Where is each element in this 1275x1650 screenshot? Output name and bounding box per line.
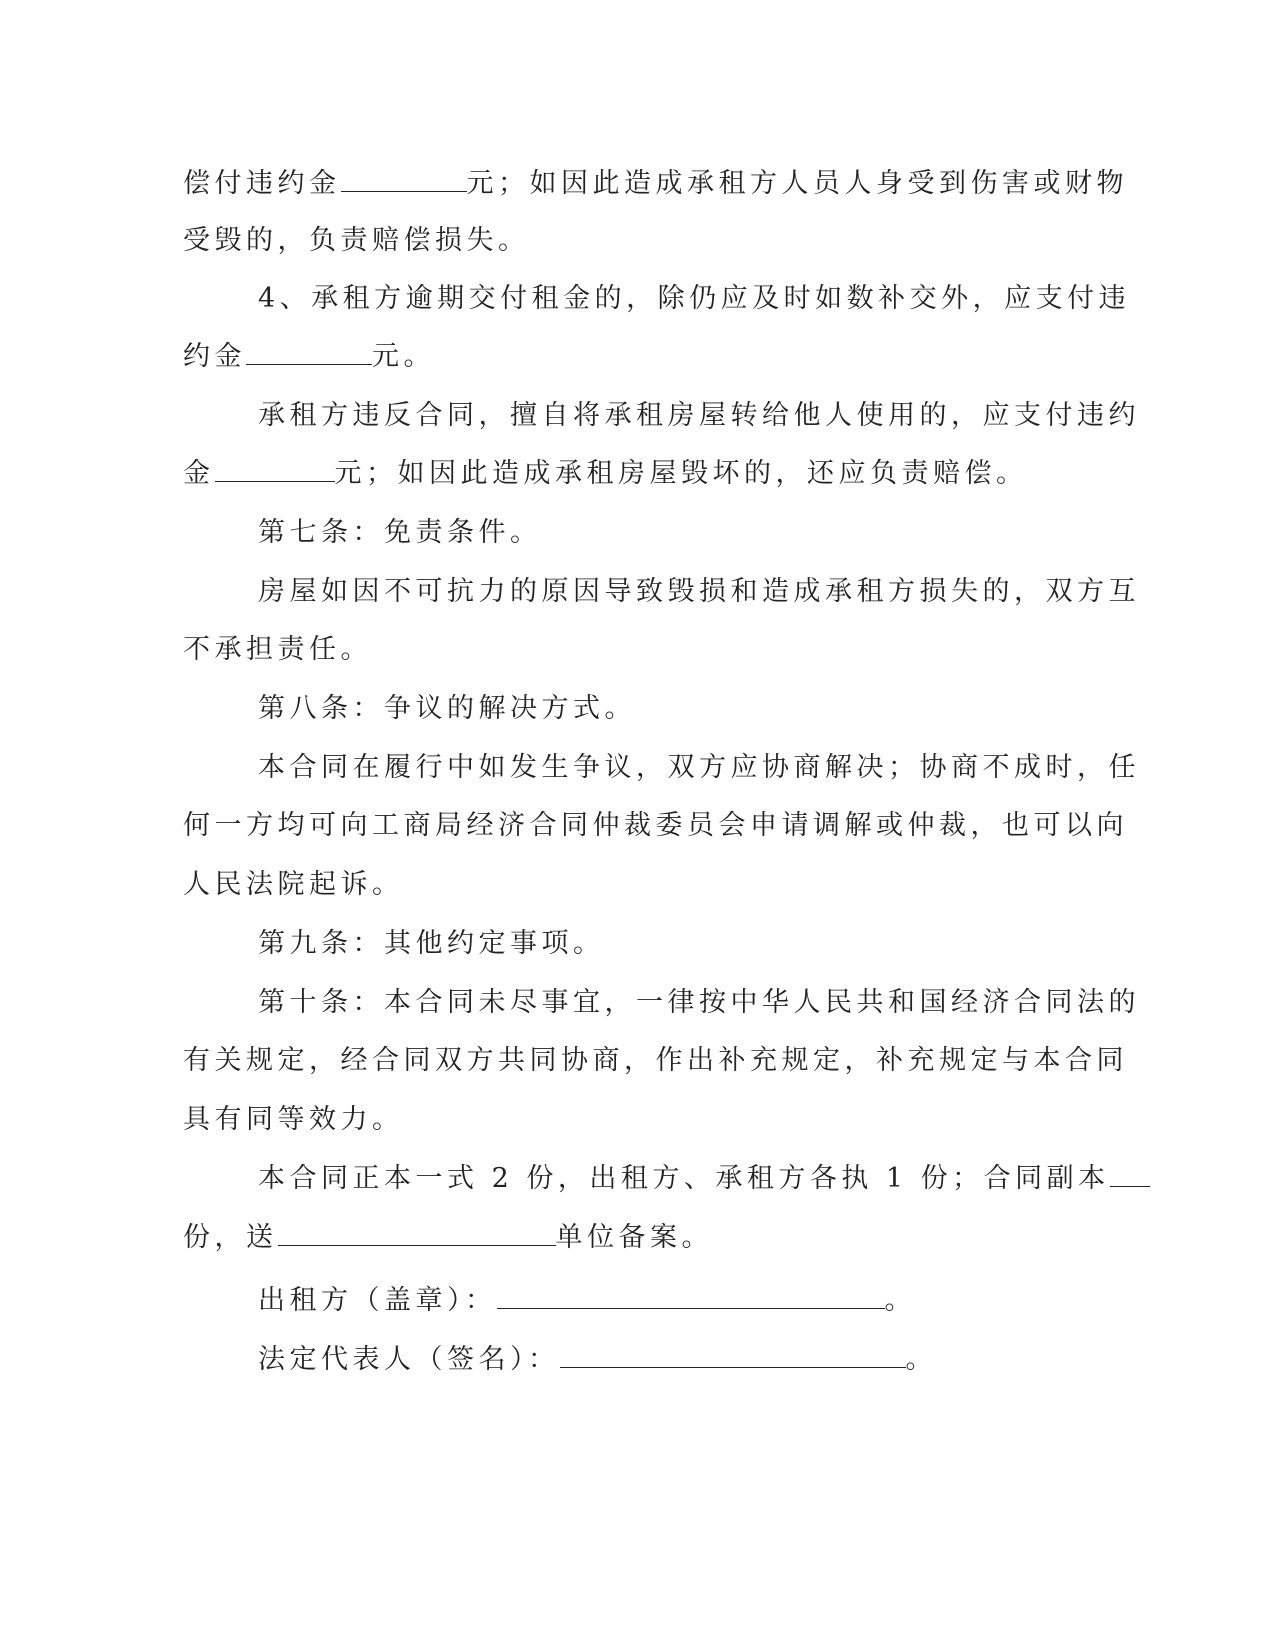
section-heading: 第九条：其他约定事项。 [258, 928, 605, 959]
text-line: 承租方违反合同，擅自将承租房屋转给他人使用的，应支付违约 [258, 400, 1140, 431]
text-line: 不承担责任。 [183, 634, 372, 665]
text-segment: 法定代表人（签名）： [258, 1344, 560, 1375]
text-line: 有关规定，经合同双方共同协商，作出补充规定，补充规定与本合同 [183, 1045, 1128, 1076]
text-segment: 。 [905, 1344, 937, 1375]
text-line [258, 1161, 1150, 1197]
text-line: 人民法院起诉。 [183, 869, 404, 900]
signature-blank[interactable] [497, 1284, 885, 1309]
text-segment: 偿付违约金 [183, 168, 341, 199]
text-segment: 本合同正本一式 2 份，出租方、承租方各执 1 份；合同副本 [258, 1163, 1110, 1194]
text-segment: 元；如因此造成承租方人员人身受到伤害或财物 [466, 168, 1128, 199]
fill-in-blank[interactable] [246, 340, 372, 365]
text-line: 何一方均可向工商局经济合同仲裁委员会申请调解或仲裁，也可以向 [183, 810, 1128, 841]
text-line [183, 339, 435, 375]
fill-in-blank[interactable] [215, 457, 335, 482]
text-segment: 元；如因此造成承租房屋毁坏的，还应负责赔偿。 [334, 458, 1028, 489]
text-line: 房屋如因不可抗力的原因导致毁损和造成承租方损失的，双方互 [258, 576, 1140, 607]
text-segment: 份，送 [183, 1222, 278, 1253]
text-line [183, 456, 1028, 492]
text-line [183, 1220, 713, 1256]
section-heading: 第七条：免责条件。 [258, 517, 542, 548]
section-heading: 第八条：争议的解决方式。 [258, 693, 636, 724]
section-heading: 第十条：本合同未尽事宜，一律按中华人民共和国经济合同法的 [258, 987, 1140, 1018]
signature-line-lessor [258, 1283, 916, 1319]
text-segment: 约金 [183, 341, 246, 372]
signature-blank[interactable] [560, 1343, 906, 1368]
text-line: 本合同在履行中如发生争议，双方应协商解决；协商不成时，任 [258, 752, 1140, 783]
text-line: 4、承租方逾期交付租金的，除仍应及时如数补交外，应支付违 [258, 283, 1131, 314]
text-line: 具有同等效力。 [183, 1104, 404, 1135]
text-segment: 单位备案。 [555, 1222, 713, 1253]
text-line: 受毁的，负责赔偿损失。 [183, 225, 530, 256]
fill-in-blank[interactable] [1110, 1162, 1150, 1187]
signature-line-representative [258, 1342, 937, 1378]
text-segment: 。 [884, 1285, 916, 1316]
fill-in-blank[interactable] [278, 1221, 556, 1246]
fill-in-blank[interactable] [341, 167, 467, 192]
text-segment: 出租方（盖章）： [258, 1285, 497, 1316]
text-segment: 元。 [372, 341, 435, 372]
text-segment: 金 [183, 458, 215, 489]
text-line [183, 166, 1128, 202]
